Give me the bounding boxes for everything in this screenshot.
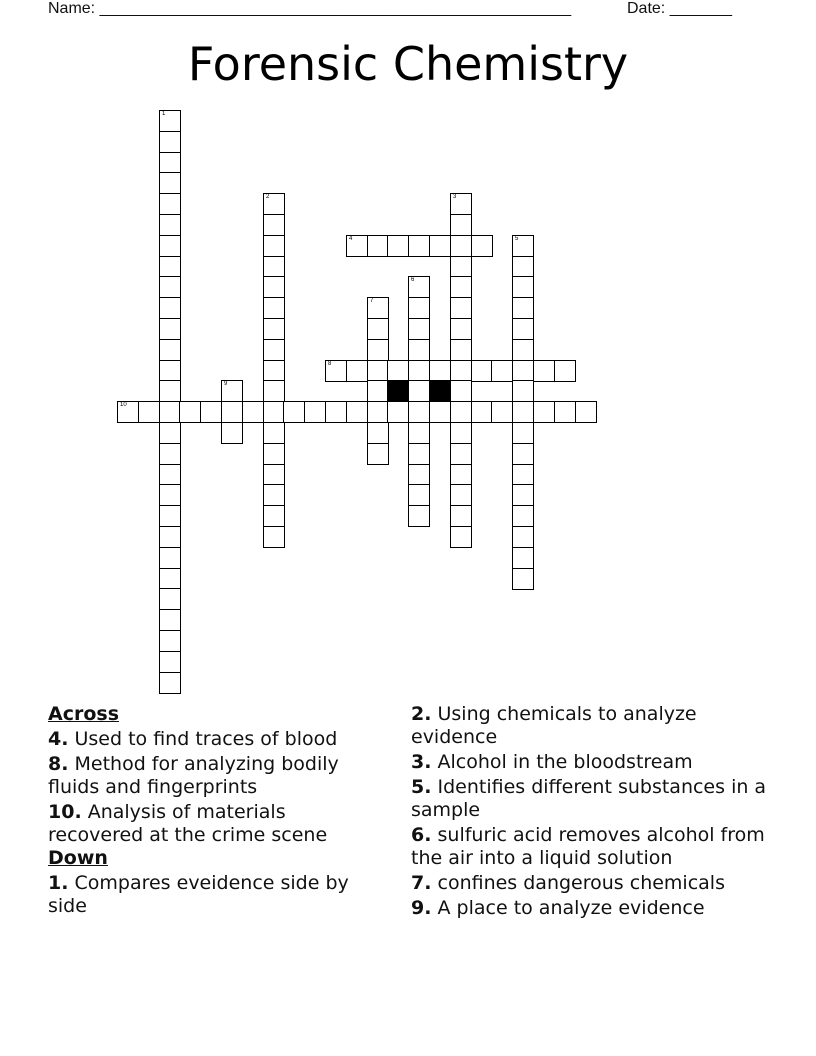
down-clue-2 [411, 703, 771, 749]
grid-cell[interactable] [325, 401, 347, 423]
grid-cell[interactable] [367, 380, 389, 402]
grid-cell[interactable] [471, 401, 493, 423]
grid-cell[interactable] [408, 484, 430, 506]
down-clue-6 [411, 824, 771, 870]
grid-cell[interactable] [429, 401, 451, 423]
grid-cell[interactable] [408, 297, 430, 319]
grid-cell[interactable] [159, 172, 181, 194]
grid-cell[interactable] [512, 235, 534, 257]
grid-cell[interactable] [367, 339, 389, 361]
grid-cell[interactable] [450, 443, 472, 465]
across-clue-8 [48, 753, 383, 799]
grid-cell[interactable] [346, 401, 368, 423]
grid-cell[interactable] [159, 131, 181, 153]
grid-cell[interactable] [387, 235, 409, 257]
grid-cell[interactable] [554, 401, 576, 423]
grid-cell[interactable] [408, 401, 430, 423]
grid-cell[interactable] [554, 360, 576, 382]
clue-text: Identifies different substances in a sample [411, 776, 767, 821]
grid-cell[interactable] [159, 609, 181, 631]
grid-cell[interactable] [263, 360, 285, 382]
grid-cell[interactable] [159, 568, 181, 590]
grid-cell[interactable] [471, 235, 493, 257]
cell-number: 7 [370, 298, 374, 304]
cell-number: 4 [349, 236, 353, 242]
grid-cell[interactable] [159, 588, 181, 610]
grid-cell[interactable] [512, 318, 534, 340]
grid-cell[interactable] [159, 401, 181, 423]
cell-number: 1 [162, 111, 166, 117]
grid-cell[interactable] [138, 401, 160, 423]
clue-text: Using chemicals to analyze evidence [411, 703, 697, 748]
grid-cell[interactable] [512, 380, 534, 402]
grid-cell[interactable] [263, 214, 285, 236]
grid-cell[interactable] [408, 464, 430, 486]
grid-cell[interactable] [450, 464, 472, 486]
grid-cell[interactable] [575, 401, 597, 423]
grid-cell[interactable] [408, 235, 430, 257]
grid-cell[interactable] [263, 235, 285, 257]
grid-cell[interactable] [263, 401, 285, 423]
grid-cell[interactable] [159, 214, 181, 236]
clue-text: Compares eveidence side by side [48, 872, 349, 917]
grid-cell[interactable] [512, 360, 534, 382]
grid-cell[interactable] [221, 422, 243, 444]
cell-number: 8 [328, 361, 332, 367]
grid-cell[interactable] [450, 422, 472, 444]
grid-cell[interactable] [346, 360, 368, 382]
clue-text: confines dangerous chemicals [437, 872, 725, 894]
grid-cell[interactable] [263, 380, 285, 402]
grid-cell[interactable] [450, 276, 472, 298]
grid-cell[interactable] [221, 380, 243, 402]
grid-cell[interactable] [512, 339, 534, 361]
down-clue-5 [411, 776, 771, 822]
grid-cell[interactable] [408, 505, 430, 527]
grid-cell[interactable] [159, 339, 181, 361]
grid-cell[interactable] [450, 193, 472, 215]
cell-number: 5 [515, 236, 519, 242]
grid-cell[interactable] [159, 152, 181, 174]
grid-cell[interactable] [367, 443, 389, 465]
clue-number: 8. [48, 753, 69, 775]
clue-number: 4. [48, 728, 69, 750]
grid-cell[interactable] [471, 360, 493, 382]
grid-cell[interactable] [512, 526, 534, 548]
grid-cell[interactable] [367, 422, 389, 444]
clues-left-column [48, 703, 383, 920]
grid-cell[interactable] [367, 318, 389, 340]
grid-cell[interactable] [450, 526, 472, 548]
grid-cell[interactable] [408, 318, 430, 340]
cell-number: 3 [453, 194, 457, 200]
grid-cell[interactable] [159, 484, 181, 506]
grid-cell[interactable] [159, 526, 181, 548]
grid-cell[interactable] [450, 401, 472, 423]
grid-cell[interactable] [429, 360, 451, 382]
grid-cell[interactable] [450, 297, 472, 319]
grid-cell[interactable] [179, 401, 201, 423]
down-clue-7 [411, 872, 771, 895]
grid-cell[interactable] [263, 484, 285, 506]
grid-cell[interactable] [159, 630, 181, 652]
grid-cell[interactable] [221, 401, 243, 423]
grid-cell[interactable] [304, 401, 326, 423]
grid-cell[interactable] [159, 297, 181, 319]
grid-cell[interactable] [450, 256, 472, 278]
grid-cell[interactable] [450, 214, 472, 236]
grid-cell[interactable] [159, 235, 181, 257]
grid-cell[interactable] [491, 360, 513, 382]
down-clue-1 [48, 872, 383, 918]
grid-cell[interactable] [263, 443, 285, 465]
grid-cell[interactable] [450, 339, 472, 361]
grid-cell[interactable] [159, 464, 181, 486]
grid-cell[interactable] [159, 505, 181, 527]
grid-cell[interactable] [263, 256, 285, 278]
grid-cell[interactable] [533, 360, 555, 382]
clue-number: 2. [411, 703, 432, 725]
grid-cell[interactable] [450, 360, 472, 382]
grid-cell[interactable] [450, 380, 472, 402]
clue-number: 9. [411, 897, 432, 919]
grid-cell[interactable] [159, 651, 181, 673]
grid-cell[interactable] [263, 526, 285, 548]
grid-cell[interactable] [200, 401, 222, 423]
clue-number: 5. [411, 776, 432, 798]
cell-number: 2 [266, 194, 270, 200]
grid-cell[interactable] [512, 464, 534, 486]
across-clue-10 [48, 801, 383, 847]
grid-cell[interactable] [263, 297, 285, 319]
grid-block [429, 380, 451, 402]
grid-cell[interactable] [263, 339, 285, 361]
grid-cell[interactable] [159, 380, 181, 402]
grid-cell[interactable] [159, 422, 181, 444]
grid-cell[interactable] [408, 276, 430, 298]
clue-number: 6. [411, 824, 432, 846]
grid-block [387, 380, 409, 402]
grid-cell[interactable] [429, 235, 451, 257]
grid-cell[interactable] [387, 360, 409, 382]
cell-number: 10 [120, 402, 127, 408]
clue-text: Alcohol in the bloodstream [437, 751, 693, 773]
grid-cell[interactable] [512, 297, 534, 319]
grid-cell[interactable] [159, 276, 181, 298]
clue-text: Used to find traces of blood [74, 728, 338, 750]
grid-cell[interactable] [159, 256, 181, 278]
down-clue-3 [411, 751, 771, 774]
grid-cell[interactable] [450, 505, 472, 527]
grid-cell[interactable] [450, 235, 472, 257]
grid-cell[interactable] [512, 443, 534, 465]
grid-cell[interactable] [512, 276, 534, 298]
grid-cell[interactable] [159, 318, 181, 340]
grid-cell[interactable] [263, 193, 285, 215]
grid-cell[interactable] [159, 547, 181, 569]
grid-cell[interactable] [283, 401, 305, 423]
clue-number: 1. [48, 872, 69, 894]
grid-cell[interactable] [491, 401, 513, 423]
cell-number: 9 [224, 381, 228, 387]
grid-cell[interactable] [263, 464, 285, 486]
grid-cell[interactable] [159, 193, 181, 215]
grid-cell[interactable] [159, 672, 181, 694]
clue-number: 7. [411, 872, 432, 894]
grid-cell[interactable] [263, 318, 285, 340]
grid-cell[interactable] [263, 422, 285, 444]
across-heading: Across [48, 703, 120, 725]
name-field[interactable]: Name: _____________________________________________________ [48, 0, 572, 17]
down-clue-9 [411, 897, 771, 920]
grid-cell[interactable] [408, 339, 430, 361]
grid-cell[interactable] [263, 276, 285, 298]
grid-cell[interactable] [533, 401, 555, 423]
across-clue-4 [48, 728, 383, 751]
grid-cell[interactable] [408, 380, 430, 402]
clue-text: Analysis of materials recovered at the crime scene [48, 801, 328, 846]
clue-number: 3. [411, 751, 432, 773]
grid-cell[interactable] [408, 422, 430, 444]
clue-text: A place to analyze evidence [437, 897, 705, 919]
grid-cell[interactable] [408, 443, 430, 465]
grid-cell[interactable] [512, 484, 534, 506]
grid-cell[interactable] [512, 401, 534, 423]
grid-cell[interactable] [512, 256, 534, 278]
grid-cell[interactable] [450, 484, 472, 506]
grid-cell[interactable] [512, 422, 534, 444]
grid-cell[interactable] [367, 297, 389, 319]
grid-cell[interactable] [159, 443, 181, 465]
grid-cell[interactable] [367, 235, 389, 257]
cell-number: 6 [411, 277, 415, 283]
grid-cell[interactable] [159, 110, 181, 132]
grid-cell[interactable] [512, 547, 534, 569]
grid-cell[interactable] [159, 360, 181, 382]
grid-cell[interactable] [242, 401, 264, 423]
grid-cell[interactable] [367, 401, 389, 423]
grid-cell[interactable] [346, 235, 368, 257]
date-field[interactable]: Date: _______ [627, 0, 732, 17]
clue-text: Method for analyzing bodily fluids and fingerprints [48, 753, 339, 798]
grid-cell[interactable] [387, 401, 409, 423]
grid-cell[interactable] [367, 360, 389, 382]
grid-cell[interactable] [325, 360, 347, 382]
clue-text: sulfuric acid removes alcohol from the air into a liquid solution [411, 824, 765, 869]
grid-cell[interactable] [263, 505, 285, 527]
grid-cell[interactable] [512, 505, 534, 527]
clue-number: 10. [48, 801, 82, 823]
page-title: Forensic Chemistry [187, 37, 629, 91]
clues-right-column [411, 703, 771, 922]
grid-cell[interactable] [117, 401, 139, 423]
grid-cell[interactable] [450, 318, 472, 340]
down-heading: Down [48, 847, 108, 869]
grid-cell[interactable] [408, 360, 430, 382]
grid-cell[interactable] [512, 568, 534, 590]
